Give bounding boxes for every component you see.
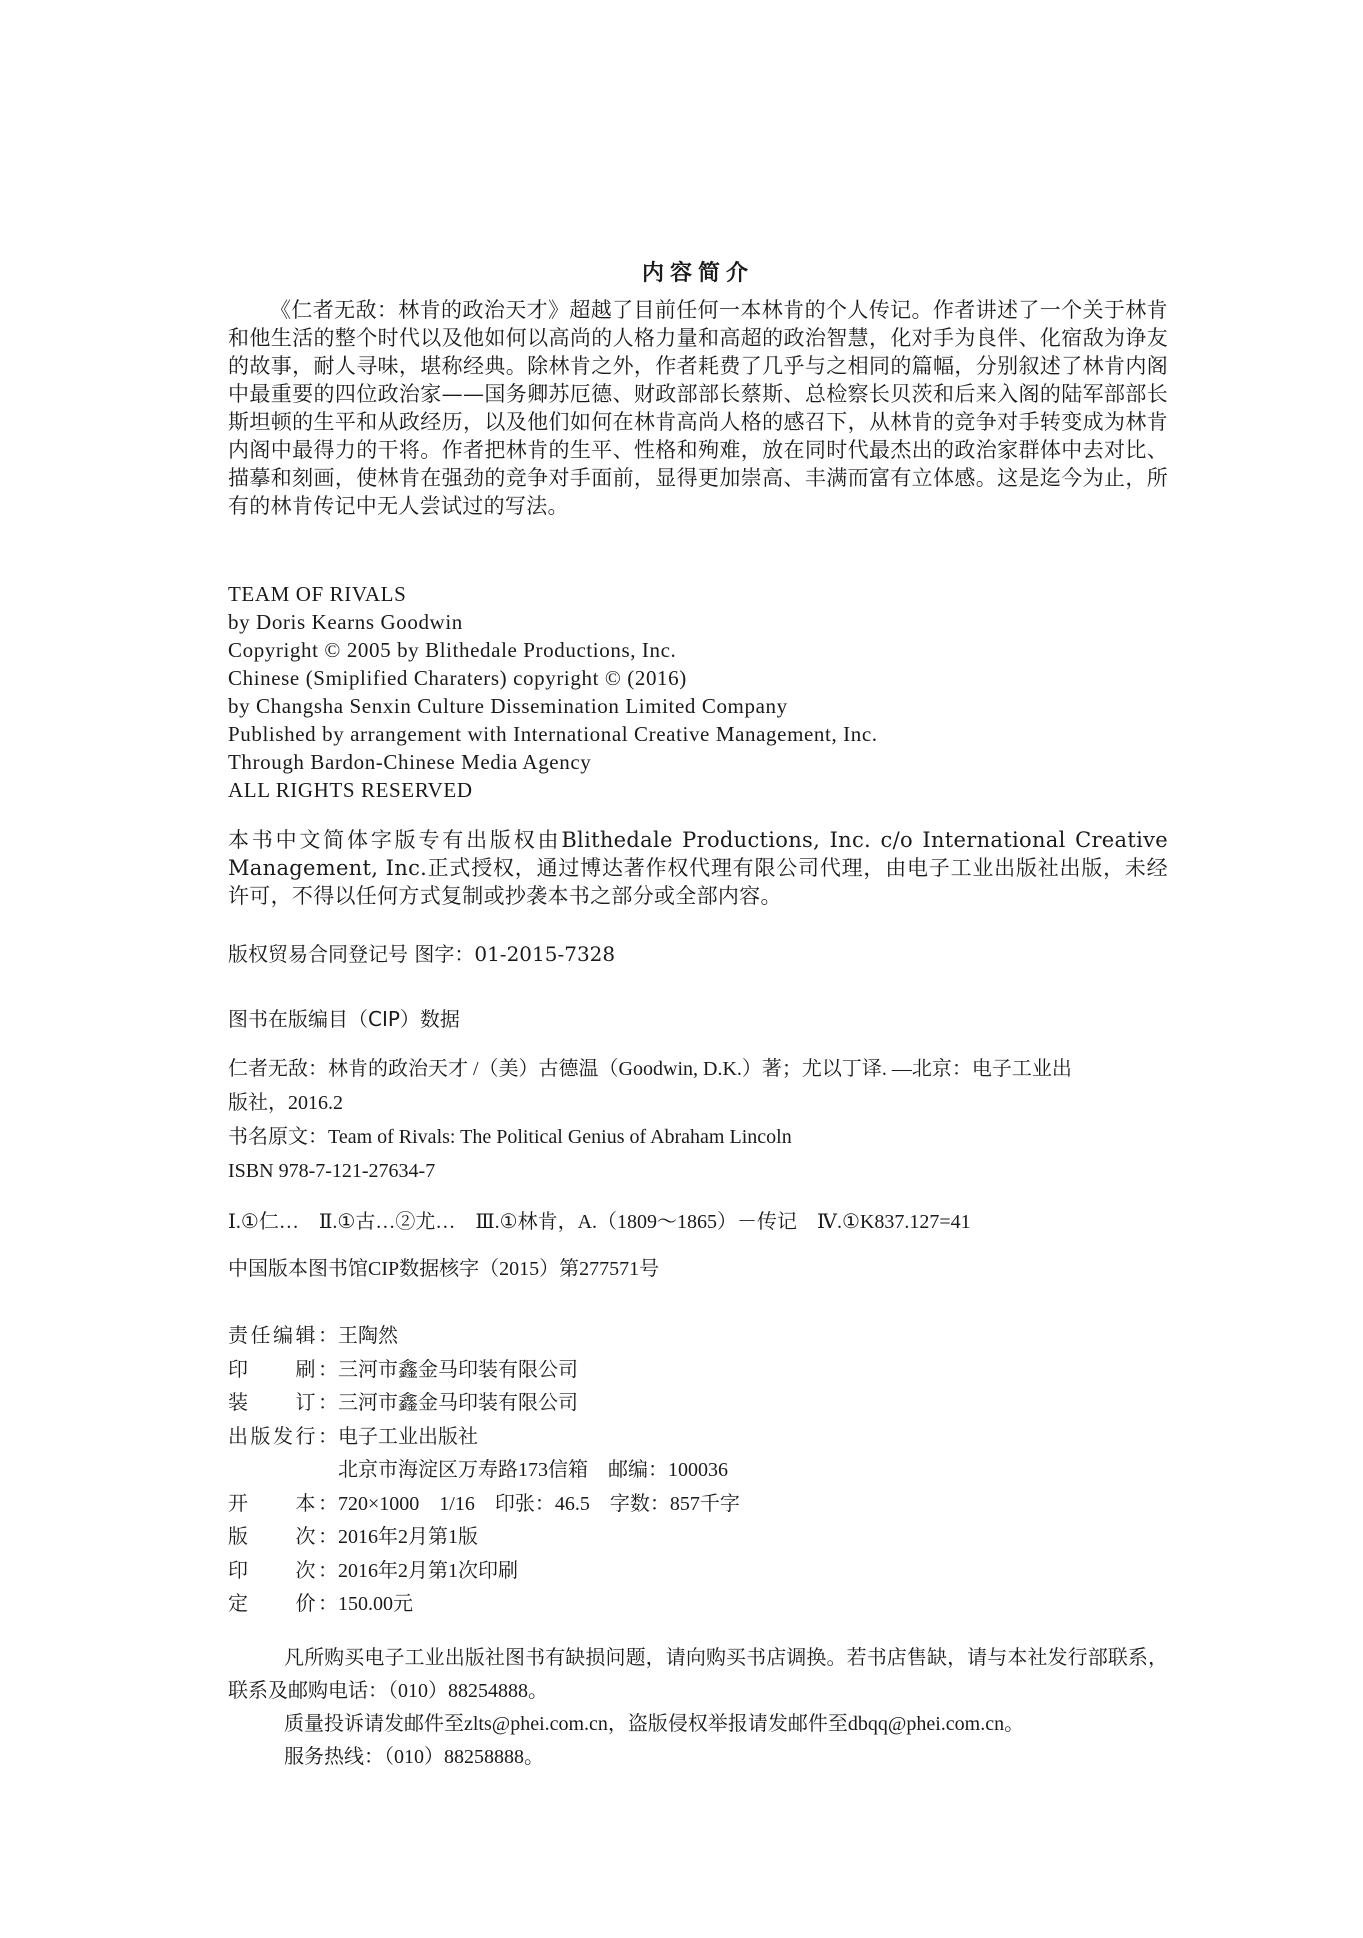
english-line: by Changsha Senxin Culture Dissemination Limited Company (228, 694, 788, 718)
rights-statement: 本书中文简体字版专有出版权由Blithedale Productions, Inc. c/o International Creative Management, Inc.正式授权，通过博达著作权代理有限公司代理，由电子工业出版社出版，未经许可，不得以任何方式复制或抄袭本书之部分或全部内容。 (228, 828, 1168, 908)
credit-label: 印 次： (228, 1559, 338, 1582)
publication-credits (228, 1320, 1168, 1622)
credit-row (228, 1555, 1168, 1589)
cip-line: 仁者无敌：林肯的政治天才 /（美）古德温（Goodwin, D.K.）著；尤以丁译. —北京：电子工业出 (228, 1058, 1072, 1080)
credit-label: 装 订： (228, 1392, 338, 1414)
credit-row (228, 1387, 1168, 1421)
cip-number: 中国版本图书馆CIP数据核字（2015）第277571号 (228, 1258, 660, 1280)
credit-value: 王陶然 (338, 1325, 398, 1347)
credit-label: 开 本： (228, 1492, 338, 1515)
credit-row (228, 1320, 1168, 1354)
credit-row (228, 1588, 1168, 1622)
section-title: 内容简介 (641, 260, 754, 286)
english-line: Published by arrangement with International Creative Management, Inc. (228, 722, 878, 746)
cip-data-block (228, 1052, 1168, 1188)
credit-value: 2016年2月第1版 (338, 1526, 478, 1548)
credit-value: 三河市鑫金马印装有限公司 (338, 1392, 578, 1414)
english-line: Copyright © 2005 by Blithedale Productions, Inc. (228, 638, 677, 662)
english-line: ALL RIGHTS RESERVED (228, 778, 473, 802)
credit-row (228, 1421, 1168, 1455)
credit-label: 出版发行： (228, 1425, 338, 1448)
credit-row (228, 1521, 1168, 1555)
english-copyright-block (228, 580, 1168, 804)
contract-registration: 版权贸易合同登记号 图字：01-2015-7328 (228, 942, 616, 966)
credit-value: 北京市海淀区万寿路173信箱 邮编：100036 (338, 1459, 728, 1481)
credit-value: 三河市鑫金马印装有限公司 (338, 1358, 578, 1381)
cip-line: ISBN 978-7-121-27634-7 (228, 1160, 436, 1182)
english-line: TEAM OF RIVALS (228, 582, 407, 606)
service-hotline: 服务热线：（010）88258888。 (284, 1746, 544, 1768)
english-line: Through Bardon-Chinese Media Agency (228, 750, 592, 774)
credit-row (228, 1488, 1168, 1522)
credit-value: 150.00元 (338, 1593, 413, 1615)
credit-label: 定 价： (228, 1593, 338, 1615)
credit-label: 责任编辑： (228, 1325, 338, 1347)
credit-label (228, 1454, 338, 1488)
credit-row (228, 1354, 1168, 1388)
intro-paragraph: 《仁者无敌：林肯的政治天才》超越了目前任何一本林肯的个人传记。作者讲述了一个关于林肯和他生活的整个时代以及他如何以高尚的人格力量和高超的政治智慧，化对手为良伴、化宿敌为诤友的故事，耐人寻味，堪称经典。除林肯之外，作者耗费了几乎与之相同的篇幅，分别叙述了林肯内阁中最重要的四位政治家——国务卿苏厄德、财政部部长蔡斯、总检察长贝茨和后来入阁的陆军部部长斯坦顿的生平和从政经历，以及他们如何在林肯高尚人格的感召下，从林肯的竞争对手转变成为林肯内阁中最得力的干将。作者把林肯的生平、性格和殉难，放在同时代最杰出的政治家群体中去对比、描摹和刻画，使林肯在强劲的竞争对手面前，显得更加崇高、丰满而富有立体感。这是迄今为止，所有的林肯传记中无人尝试过的写法。 (228, 298, 1168, 518)
credit-value: 720×1000 1/16 印张：46.5 字数：857千字 (338, 1492, 740, 1515)
credit-value: 2016年2月第1次印刷 (338, 1559, 518, 1582)
english-line: Chinese (Smiplified Charaters) copyright © (2016) (228, 666, 687, 690)
notice-paragraph: 凡所购买电子工业出版社图书有缺损问题，请向购买书店调换。若书店售缺，请与本社发行部联系，联系及邮购电话：（010）88254888。 (228, 1647, 1168, 1702)
credit-label: 印 刷： (228, 1358, 338, 1381)
credit-row (228, 1454, 1168, 1488)
cip-line: 书名原文：Team of Rivals: The Political Genius of Abraham Lincoln (228, 1126, 792, 1148)
cip-line: 版社，2016.2 (228, 1092, 343, 1114)
english-line: by Doris Kearns Goodwin (228, 610, 463, 634)
credit-label: 版 次： (228, 1526, 338, 1548)
credit-value: 电子工业出版社 (338, 1425, 478, 1448)
classification-line: Ⅰ.①仁… Ⅱ.①古…②尤… Ⅲ.①林肯，A.（1809～1865）－传记 Ⅳ.①K837.127=41 (228, 1211, 971, 1233)
cip-heading: 图书在版编目（CIP）数据 (228, 1007, 460, 1031)
complaint-email-line: 质量投诉请发邮件至zlts@phei.com.cn，盗版侵权举报请发邮件至dbqq@phei.com.cn。 (284, 1713, 1025, 1735)
customer-notice (228, 1642, 1168, 1774)
